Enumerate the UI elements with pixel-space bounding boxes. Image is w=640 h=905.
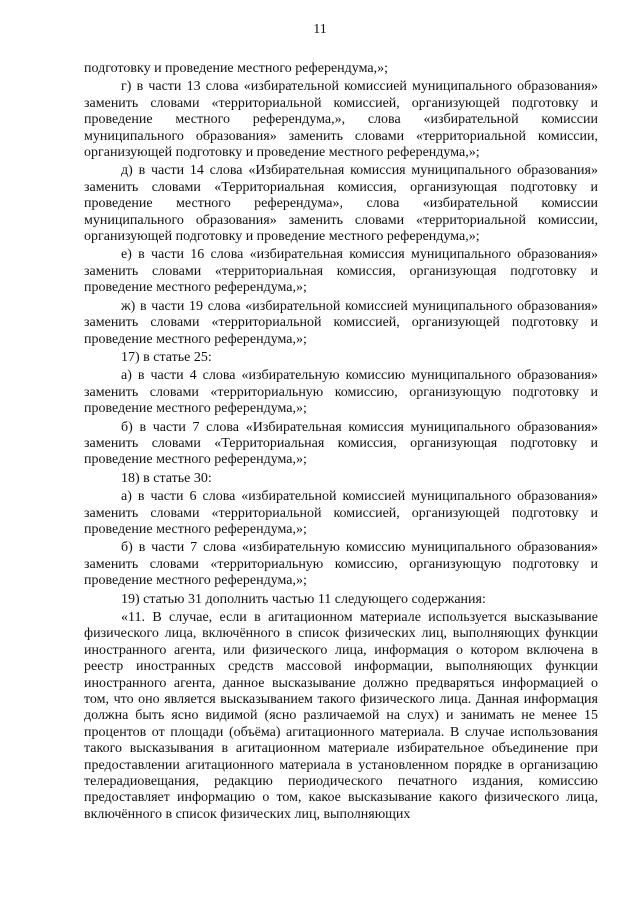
page-number: 11 [313, 22, 327, 37]
paragraph-item-e: е) в части 16 слова «избирательная комиссия муниципального образования» заменить словами «территориальная комиссия, организующая подготовку и проведение местного референдума,»; [84, 247, 598, 296]
paragraph-item-17b: б) в части 7 слова «Избирательная комиссия муниципального образования» заменить словами «Территориальная комиссия, организующая подготовку и проведение местного референдума,»; [84, 419, 598, 468]
paragraph-item-zh: ж) в части 19 слова «избирательной комиссией муниципального образования» заменить словами «территориальной комиссией, организующей подготовку и проведение местного референдума,»; [84, 298, 598, 347]
paragraph-item-19: 19) статью 31 дополнить частью 11 следующего содержания: [121, 591, 486, 607]
paragraph-item-17: 17) в статье 25: [121, 349, 212, 365]
paragraph-item-g: г) в части 13 слова «избирательной комиссией муниципального образования» заменить словами «территориальной комиссией, организующей подготовку и проведение местного референдума,», слова «избирательной комиссии муниципального образования» заменить словами «территориальной комиссии, организующей подготовку и проведение местного референдума,»; [84, 79, 598, 161]
paragraph-quoted-part-11: «11. В случае, если в агитационном материале используется высказывание физического лица, включённого в список физических лиц, выполняющих функции иностранного агента, или физического лица, информация о котором включена в реестр иностранных средств массовой информации, выполняющих функции иностранного агента, данное высказывание должно предваряться информацией о том, что оно является высказыванием такого физического лица. Данная информация должна быть ясно видимой (ясно различаемой на слух) и занимать не менее 15 процентов от площади (объёма) агитационного материала. В случае использования такого высказывания в агитационном материале избирательное объединение при предоставлении агитационного материала в установленном порядке в организацию телерадиовещания, редакцию периодического печатного издания, комиссию предоставляет информацию о том, какое высказывание какого физического лица, включённого в список физических лиц, выполняющих [84, 610, 598, 822]
paragraph-item-18: 18) в статье 30: [121, 470, 212, 486]
paragraph-item-18a: а) в части 6 слова «избирательной комиссией муниципального образования» заменить словами «территориальной комиссией, организующей подготовку и проведение местного референдума,»; [84, 489, 598, 537]
paragraph-item-17a: а) в части 4 слова «избирательную комиссию муниципального образования» заменить словами «территориальную комиссию, организующую подготовку и проведение местного референдума,»; [84, 368, 598, 417]
document-body [84, 61, 598, 825]
paragraph-item-18b: б) в части 7 слова «избирательную комиссию муниципального образования» заменить словами «территориальную комиссию, организующую подготовку и проведение местного референдума,»; [84, 540, 598, 589]
paragraph-item-d: д) в части 14 слова «Избирательная комиссия муниципального образования» заменить словами «Территориальная комиссия, организующая подготовку и проведение местного референдума», слова «избирательной комиссии муниципального образования» заменить словами «территориальной комиссии, организующей подготовку и проведение местного референдума,»; [84, 163, 598, 245]
paragraph-continuation: подготовку и проведение местного референдума,»; [84, 61, 388, 76]
